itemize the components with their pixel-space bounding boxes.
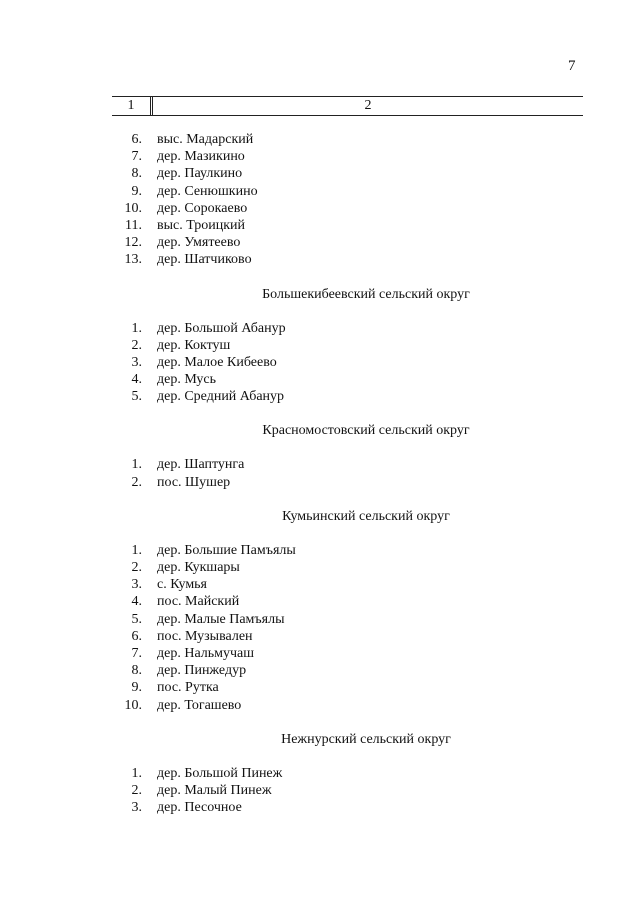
item-text: пос. Шушер bbox=[157, 474, 231, 490]
item-number: 2. bbox=[131, 560, 142, 575]
document-content bbox=[0, 131, 640, 816]
list-item bbox=[0, 165, 640, 182]
column-header-1: 1 bbox=[127, 98, 135, 113]
section-title: Кумьинский сельский округ bbox=[282, 508, 450, 524]
list-item bbox=[0, 148, 640, 165]
item-text: дер. Паулкино bbox=[157, 166, 243, 182]
item-number: 6. bbox=[131, 628, 142, 644]
item-text: дер. Мазикино bbox=[157, 149, 245, 165]
list-item bbox=[0, 559, 640, 576]
list-item bbox=[0, 320, 640, 337]
section-list bbox=[0, 320, 640, 406]
item-number: 8. bbox=[131, 166, 142, 182]
item-text: дер. Большой Пинеж bbox=[157, 765, 283, 781]
section-title: Красномостовский сельский округ bbox=[262, 423, 470, 439]
item-text: дер. Кукшары bbox=[157, 560, 240, 575]
section-list bbox=[0, 456, 640, 490]
item-number: 1. bbox=[131, 457, 142, 473]
item-number: 4. bbox=[131, 372, 142, 388]
list-item bbox=[0, 799, 640, 816]
item-text: пос. Майский bbox=[157, 594, 240, 610]
item-number: 3. bbox=[131, 577, 142, 593]
list-item bbox=[0, 354, 640, 371]
list-item bbox=[0, 337, 640, 354]
item-number: 8. bbox=[131, 663, 142, 679]
list-item bbox=[0, 576, 640, 593]
item-number: 13. bbox=[124, 252, 142, 268]
item-text: дер. Сенюшкино bbox=[157, 183, 258, 199]
item-number: 6. bbox=[131, 132, 142, 147]
list-item bbox=[0, 183, 640, 200]
item-number: 2. bbox=[131, 337, 142, 353]
item-text: дер. Большой Абанур bbox=[157, 320, 286, 336]
section-title: Большекибеевский сельский округ bbox=[262, 286, 470, 302]
item-text: пос. Музывален bbox=[157, 628, 253, 644]
column-header-2: 2 bbox=[364, 98, 372, 113]
continued-list bbox=[0, 131, 640, 269]
item-number: 10. bbox=[124, 200, 142, 216]
list-item bbox=[0, 611, 640, 628]
item-number: 4. bbox=[131, 594, 142, 610]
item-number: 11. bbox=[125, 217, 142, 233]
item-number: 9. bbox=[131, 183, 142, 199]
item-number: 3. bbox=[131, 354, 142, 370]
list-item bbox=[0, 645, 640, 662]
section-list bbox=[0, 765, 640, 817]
list-item bbox=[0, 782, 640, 799]
item-text: пос. Рутка bbox=[157, 680, 219, 696]
list-item bbox=[0, 662, 640, 679]
list-item bbox=[0, 628, 640, 645]
item-text: дер. Малый Пинеж bbox=[157, 782, 272, 798]
list-item bbox=[0, 456, 640, 473]
item-text: дер. Средний Абанур bbox=[157, 389, 285, 405]
item-text: дер. Мусь bbox=[157, 372, 217, 388]
item-number: 9. bbox=[131, 680, 142, 696]
list-item bbox=[0, 200, 640, 217]
item-text: дер. Нальмучаш bbox=[157, 645, 255, 661]
list-item bbox=[0, 474, 640, 491]
item-number: 10. bbox=[124, 697, 142, 713]
page-number: 7 bbox=[568, 58, 576, 74]
item-text: с. Кумья bbox=[157, 577, 207, 593]
list-item bbox=[0, 388, 640, 405]
list-item bbox=[0, 131, 640, 148]
item-number: 12. bbox=[124, 235, 142, 251]
list-item bbox=[0, 217, 640, 234]
list-item bbox=[0, 697, 640, 714]
list-item bbox=[0, 679, 640, 696]
list-item bbox=[0, 371, 640, 388]
item-number: 2. bbox=[131, 474, 142, 490]
item-text: дер. Пинжедур bbox=[157, 663, 247, 679]
item-number: 5. bbox=[131, 611, 142, 627]
item-number: 7. bbox=[131, 149, 142, 165]
item-number: 1. bbox=[131, 320, 142, 336]
section-title: Нежнурский сельский округ bbox=[281, 731, 451, 747]
list-item bbox=[0, 542, 640, 559]
item-text: дер. Малые Памъялы bbox=[157, 611, 285, 627]
list-item bbox=[0, 234, 640, 251]
item-text: дер. Сорокаево bbox=[157, 200, 248, 216]
item-text: дер. Умятеево bbox=[157, 235, 241, 251]
column-header-row bbox=[112, 96, 583, 116]
item-number: 3. bbox=[131, 800, 142, 816]
item-number: 1. bbox=[131, 542, 142, 558]
item-text: выс. Мадарский bbox=[157, 132, 254, 147]
item-text: дер. Шатчиково bbox=[157, 252, 252, 268]
item-number: 5. bbox=[131, 389, 142, 405]
item-text: дер. Шаптунга bbox=[157, 457, 245, 473]
item-text: дер. Большие Памъялы bbox=[157, 542, 296, 558]
item-number: 2. bbox=[131, 782, 142, 798]
list-item bbox=[0, 251, 640, 268]
item-number: 1. bbox=[131, 765, 142, 781]
item-number: 7. bbox=[131, 645, 142, 661]
section-list bbox=[0, 542, 640, 714]
item-text: дер. Коктуш bbox=[157, 337, 231, 353]
item-text: дер. Песочное bbox=[157, 800, 242, 816]
list-item bbox=[0, 765, 640, 782]
item-text: дер. Тогашево bbox=[157, 697, 242, 713]
item-text: дер. Малое Кибеево bbox=[157, 354, 277, 370]
list-item bbox=[0, 593, 640, 610]
item-text: выс. Троицкий bbox=[157, 217, 246, 233]
